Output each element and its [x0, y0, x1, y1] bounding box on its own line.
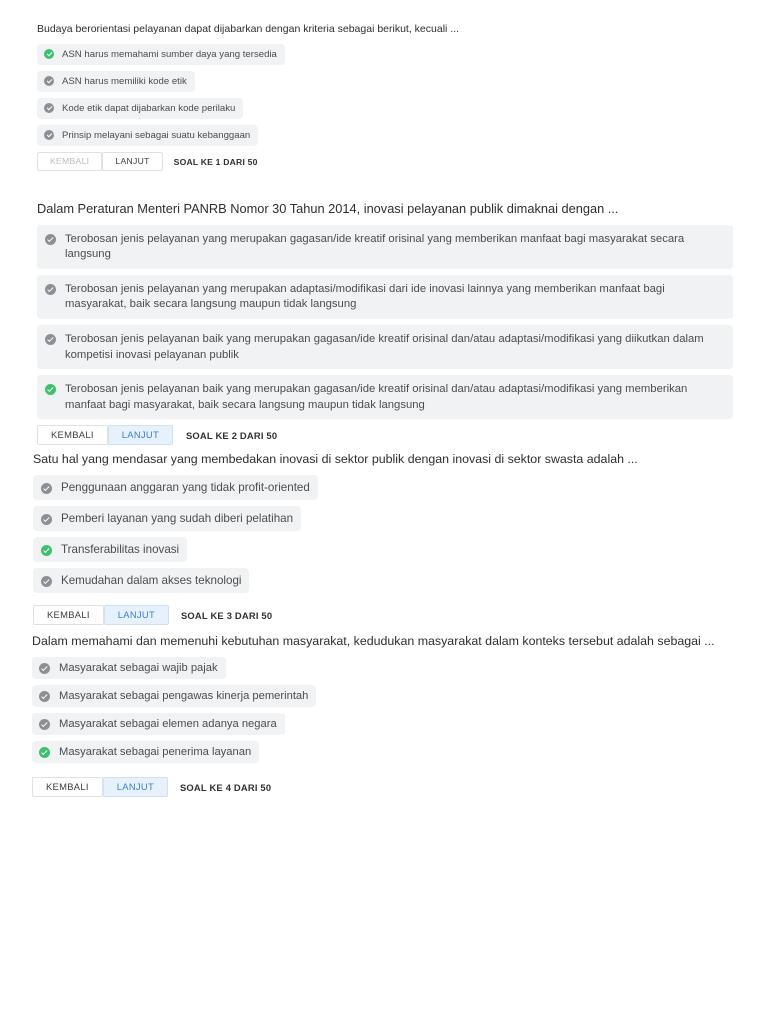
answer-option[interactable]	[32, 657, 226, 679]
answer-option[interactable]	[32, 685, 316, 707]
question-counter: SOAL KE 4 DARI 50	[179, 781, 272, 793]
answer-option-label: Masyarakat sebagai pengawas kinerja pemerintah	[59, 690, 309, 703]
check-circle-icon	[45, 384, 56, 395]
answer-option-label: Terobosan jenis pelayanan yang merupakan adaptasi/modifikasi dari ide inovasi lainnya yang memberikan manfaat bagi masyarakat, baik secara langsung maupun tidak langsung	[65, 282, 665, 311]
next-button[interactable]: LANJUT	[103, 777, 168, 797]
answer-option[interactable]	[37, 98, 243, 119]
answer-option-label: Kode etik dapat dijabarkan kode perilaku	[62, 103, 236, 115]
answer-option-label: Terobosan jenis pelayanan baik yang merupakan gagasan/ide kreatif orisinal dan/atau adaptasi/modifikasi yang memberikan manfaat bagi masyarakat, baik secara langsung maupun tidak langsung	[65, 383, 688, 411]
back-button[interactable]: KEMBALI	[33, 605, 104, 625]
question-navigation	[37, 425, 733, 445]
back-button[interactable]: KEMBALI	[32, 777, 103, 797]
answer-option[interactable]	[37, 44, 285, 65]
question-text: Dalam Peraturan Menteri PANRB Nomor 30 Tahun 2014, inovasi pelayanan publik dimaknai dengan ...	[37, 201, 619, 216]
question-2	[37, 200, 733, 445]
answer-option[interactable]	[37, 375, 733, 419]
answer-option-label: Prinsip melayani sebagai suatu kebanggaan	[62, 130, 251, 142]
check-circle-icon	[41, 514, 52, 525]
answer-option[interactable]	[37, 275, 733, 319]
answer-option-label: Terobosan jenis pelayanan baik yang merupakan gagasan/ide kreatif orisinal dan/atau adaptasi/modifikasi yang diikutkan dalam kompetisi inovasi pelayanan publik	[65, 332, 704, 361]
answer-option-label: Pemberi layanan yang sudah diberi pelatihan	[61, 512, 294, 526]
answer-option-label: Transferabilitas inovasi	[61, 543, 180, 557]
check-circle-icon	[45, 284, 56, 295]
answer-option-label: ASN harus memiliki kode etik	[62, 76, 187, 88]
check-circle-icon	[44, 103, 54, 113]
answer-option[interactable]	[37, 125, 258, 146]
answer-option[interactable]	[33, 506, 301, 531]
back-button[interactable]: KEMBALI	[37, 425, 108, 445]
check-circle-icon	[39, 747, 50, 758]
check-circle-icon	[41, 545, 52, 556]
check-circle-icon	[39, 691, 50, 702]
answer-option-label: Masyarakat sebagai wajib pajak	[59, 662, 218, 675]
check-circle-icon	[44, 49, 54, 59]
answer-option-label: ASN harus memahami sumber daya yang tersedia	[62, 49, 277, 61]
answer-option-label: Terobosan jenis pelayanan yang merupakan gagasan/ide kreatif orisinal yang memberikan manfaat bagi masyarakat secara langsung	[65, 232, 685, 261]
question-3	[33, 451, 733, 625]
answer-option[interactable]	[37, 71, 195, 92]
answer-option[interactable]	[33, 568, 249, 593]
answer-option-label: Penggunaan anggaran yang tidak profit-oriented	[61, 481, 310, 495]
question-counter: SOAL KE 3 DARI 50	[180, 609, 273, 621]
question-1	[37, 22, 737, 171]
check-circle-icon	[45, 234, 56, 245]
answer-option[interactable]	[37, 225, 733, 269]
next-button[interactable]: LANJUT	[104, 605, 169, 625]
check-circle-icon	[44, 76, 54, 86]
next-button[interactable]: LANJUT	[102, 152, 162, 171]
question-counter: SOAL KE 2 DARI 50	[185, 429, 278, 441]
question-text: Satu hal yang mendasar yang membedakan inovasi di sektor publik dengan inovasi di sektor swasta adalah ...	[33, 452, 638, 466]
question-navigation	[37, 152, 737, 171]
check-circle-icon	[39, 719, 50, 730]
answer-option-label: Masyarakat sebagai elemen adanya negara	[59, 718, 277, 731]
check-circle-icon	[41, 483, 52, 494]
answer-option-label: Kemudahan dalam akses teknologi	[61, 574, 242, 588]
check-circle-icon	[41, 576, 52, 587]
next-button[interactable]: LANJUT	[108, 425, 173, 445]
question-text: Dalam memahami dan memenuhi kebutuhan masyarakat, kedudukan masyarakat dalam konteks tersebut adalah sebagai ...	[32, 634, 715, 648]
back-button[interactable]: KEMBALI	[37, 152, 102, 171]
question-counter: SOAL KE 1 DARI 50	[173, 156, 258, 167]
question-4	[32, 633, 732, 797]
answer-option[interactable]	[32, 741, 259, 763]
check-circle-icon	[39, 663, 50, 674]
question-text: Budaya berorientasi pelayanan dapat dijabarkan dengan kriteria sebagai berikut, kecuali ...	[37, 23, 460, 35]
answer-option[interactable]	[33, 537, 187, 562]
answer-option[interactable]	[33, 475, 318, 500]
question-navigation	[32, 777, 732, 797]
answer-option-label: Masyarakat sebagai penerima layanan	[59, 746, 252, 759]
check-circle-icon	[45, 334, 56, 345]
check-circle-icon	[44, 130, 54, 140]
answer-option[interactable]	[37, 325, 733, 369]
question-navigation	[33, 605, 733, 625]
answer-option[interactable]	[32, 713, 285, 735]
